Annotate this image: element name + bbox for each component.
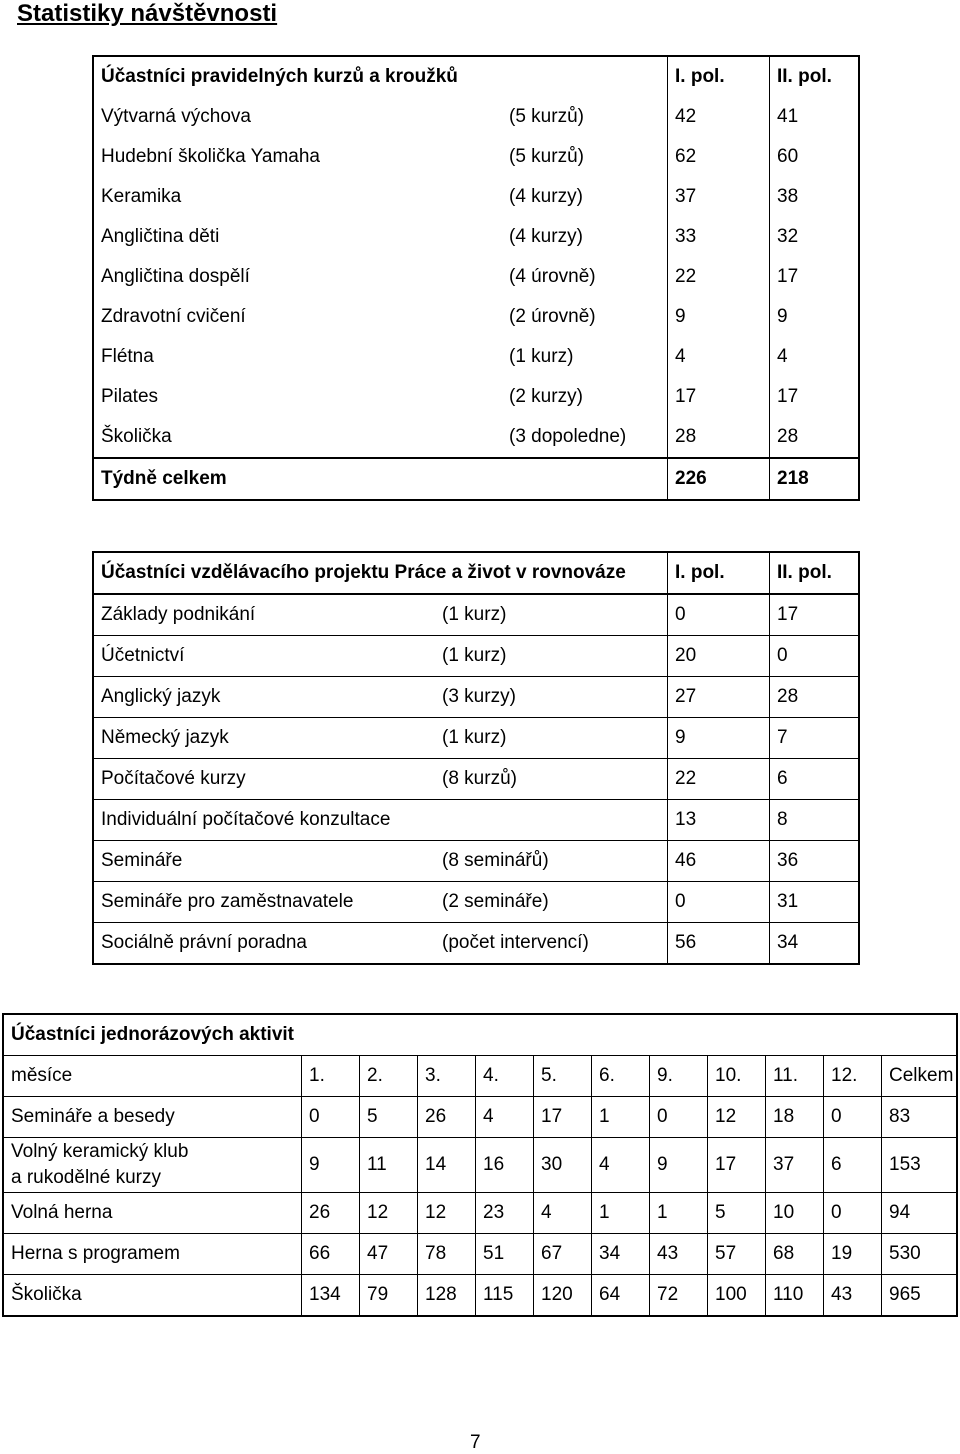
month-value: 11 — [360, 1138, 418, 1193]
course-detail: (5 kurzů) — [509, 106, 584, 127]
second-half-count: 17 — [770, 257, 860, 297]
table-row — [93, 417, 859, 458]
activity-name: Základy podnikání — [93, 594, 435, 636]
month-value: 67 — [534, 1234, 592, 1275]
table-row — [93, 217, 859, 257]
activity-name: Individuální počítačové konzultace — [93, 800, 435, 841]
month-value: 17 — [708, 1138, 766, 1193]
activity-detail: (8 kurzů) — [435, 759, 668, 800]
first-half-count: 0 — [668, 882, 770, 923]
course-name: Školička — [101, 426, 172, 447]
month-header: 6. — [592, 1056, 650, 1097]
second-half-count: 34 — [770, 923, 860, 965]
month-value: 26 — [418, 1097, 476, 1138]
month-header: 2. — [360, 1056, 418, 1097]
first-half-count: 9 — [668, 297, 770, 337]
second-half-count: 7 — [770, 718, 860, 759]
column-header-second-half: II. pol. — [770, 56, 860, 97]
activity-detail: (2 semináře) — [435, 882, 668, 923]
activity-cell — [3, 1097, 302, 1138]
course-name: Zdravotní cvičení — [101, 306, 246, 327]
first-half-count: 46 — [668, 841, 770, 882]
activity-name: Účetnictví — [93, 636, 435, 677]
course-detail: (2 úrovně) — [509, 306, 596, 327]
column-header-second-half: II. pol. — [770, 552, 860, 594]
month-value: 4 — [534, 1193, 592, 1234]
column-header-first-half: I. pol. — [668, 552, 770, 594]
activity-cell — [3, 1275, 302, 1317]
first-half-count: 9 — [668, 718, 770, 759]
month-header: 12. — [824, 1056, 882, 1097]
table-header-row — [93, 56, 859, 97]
second-half-count: 17 — [770, 594, 860, 636]
second-half-count: 60 — [770, 137, 860, 177]
row-total: 153 — [882, 1138, 958, 1193]
project-participants-table — [92, 551, 860, 965]
first-half-count: 42 — [668, 97, 770, 137]
month-value: 5 — [360, 1097, 418, 1138]
first-half-count: 28 — [668, 417, 770, 458]
activity-name: Volný keramický klub — [11, 1141, 189, 1162]
course-detail: (4 úrovně) — [509, 266, 596, 287]
total-first-half: 226 — [668, 458, 770, 500]
month-header: 1. — [302, 1056, 360, 1097]
table-row — [93, 337, 859, 377]
course-name: Hudební školička Yamaha — [101, 146, 320, 167]
course-detail: (2 kurzy) — [509, 386, 583, 407]
activity-cell — [3, 1234, 302, 1275]
row-total: 530 — [882, 1234, 958, 1275]
table-row — [93, 257, 859, 297]
month-value: 68 — [766, 1234, 824, 1275]
table-title-row — [3, 1014, 957, 1056]
activity-name: Herna s programem — [11, 1243, 180, 1264]
table-row — [93, 677, 859, 718]
second-half-count: 4 — [770, 337, 860, 377]
month-value: 115 — [476, 1275, 534, 1317]
activity-cell — [3, 1138, 302, 1193]
table-row — [93, 718, 859, 759]
second-half-count: 9 — [770, 297, 860, 337]
table-row — [93, 759, 859, 800]
month-header: 10. — [708, 1056, 766, 1097]
month-header: 9. — [650, 1056, 708, 1097]
column-header-first-half: I. pol. — [668, 56, 770, 97]
second-half-count: 6 — [770, 759, 860, 800]
activity-detail: (1 kurz) — [435, 636, 668, 677]
course-name: Flétna — [101, 346, 154, 367]
month-value: 23 — [476, 1193, 534, 1234]
month-value: 51 — [476, 1234, 534, 1275]
course-name: Angličtina dospělí — [101, 266, 250, 287]
month-value: 79 — [360, 1275, 418, 1317]
activity-name: Německý jazyk — [93, 718, 435, 759]
month-value: 17 — [534, 1097, 592, 1138]
months-header-row — [3, 1056, 957, 1097]
table-title: Účastníci jednorázových aktivit — [3, 1014, 957, 1056]
course-detail: (3 dopoledne) — [509, 426, 627, 447]
total-row — [93, 458, 859, 500]
second-half-count: 41 — [770, 97, 860, 137]
table-row — [3, 1275, 957, 1317]
activity-name-line2: a rukodělné kurzy — [11, 1167, 161, 1188]
page-title: Statistiky návštěvnosti — [17, 0, 278, 27]
total-second-half: 218 — [770, 458, 860, 500]
month-header: 3. — [418, 1056, 476, 1097]
second-half-count: 0 — [770, 636, 860, 677]
month-value: 110 — [766, 1275, 824, 1317]
row-total: 83 — [882, 1097, 958, 1138]
table-row — [93, 177, 859, 217]
regular-courses-table — [92, 55, 860, 501]
activity-name: Počítačové kurzy — [93, 759, 435, 800]
course-detail: (4 kurzy) — [509, 226, 583, 247]
activity-detail — [435, 800, 668, 841]
table-row — [93, 923, 859, 965]
month-value: 43 — [824, 1275, 882, 1317]
month-value: 4 — [476, 1097, 534, 1138]
month-value: 10 — [766, 1193, 824, 1234]
month-value: 134 — [302, 1275, 360, 1317]
table-row — [93, 882, 859, 923]
table-row — [3, 1138, 957, 1193]
month-value: 1 — [592, 1193, 650, 1234]
month-value: 0 — [824, 1193, 882, 1234]
table-header-row — [93, 552, 859, 594]
month-value: 100 — [708, 1275, 766, 1317]
course-detail: (1 kurz) — [509, 346, 574, 367]
row-total: 965 — [882, 1275, 958, 1317]
month-value: 14 — [418, 1138, 476, 1193]
table-row — [93, 137, 859, 177]
second-half-count: 8 — [770, 800, 860, 841]
month-value: 43 — [650, 1234, 708, 1275]
second-half-count: 17 — [770, 377, 860, 417]
course-detail: (4 kurzy) — [509, 186, 583, 207]
activity-detail: (počet intervencí) — [442, 932, 589, 953]
first-half-count: 17 — [668, 377, 770, 417]
table-row — [3, 1097, 957, 1138]
first-half-count: 4 — [668, 337, 770, 377]
total-header: Celkem — [882, 1056, 958, 1097]
month-value: 0 — [650, 1097, 708, 1138]
second-half-count: 31 — [770, 882, 860, 923]
month-value: 30 — [534, 1138, 592, 1193]
one-off-activities-table — [2, 1013, 958, 1317]
activity-name: Semináře a besedy — [11, 1106, 175, 1127]
first-half-count: 13 — [668, 800, 770, 841]
table-row — [3, 1234, 957, 1275]
month-value: 64 — [592, 1275, 650, 1317]
first-half-count: 56 — [668, 923, 770, 965]
course-name: Keramika — [101, 186, 182, 207]
activity-detail: (3 kurzy) — [435, 677, 668, 718]
table-row — [93, 297, 859, 337]
course-name: Pilates — [101, 386, 159, 407]
course-name: Angličtina děti — [101, 226, 220, 247]
month-value: 6 — [824, 1138, 882, 1193]
table-row — [93, 800, 859, 841]
first-half-count: 62 — [668, 137, 770, 177]
page-number: 7 — [470, 1432, 481, 1453]
first-half-count: 33 — [668, 217, 770, 257]
month-value: 4 — [592, 1138, 650, 1193]
month-value: 57 — [708, 1234, 766, 1275]
month-value: 12 — [418, 1193, 476, 1234]
month-value: 16 — [476, 1138, 534, 1193]
activity-name: Semináře — [93, 841, 435, 882]
table-header-label: Účastníci pravidelných kurzů a kroužků — [101, 66, 458, 87]
month-value: 1 — [650, 1193, 708, 1234]
total-label: Týdně celkem — [93, 458, 668, 500]
month-value: 120 — [534, 1275, 592, 1317]
second-half-count: 28 — [770, 417, 860, 458]
month-value: 0 — [302, 1097, 360, 1138]
table-row — [93, 97, 859, 137]
activity-detail: (1 kurz) — [435, 594, 668, 636]
first-half-count: 37 — [668, 177, 770, 217]
second-half-count: 32 — [770, 217, 860, 257]
first-half-count: 22 — [668, 257, 770, 297]
second-half-count: 28 — [770, 677, 860, 718]
month-value: 12 — [360, 1193, 418, 1234]
month-header: 4. — [476, 1056, 534, 1097]
month-value: 1 — [592, 1097, 650, 1138]
activity-name: Anglický jazyk — [93, 677, 435, 718]
month-value: 26 — [302, 1193, 360, 1234]
activity-detail: (8 seminářů) — [435, 841, 668, 882]
month-value: 37 — [766, 1138, 824, 1193]
months-label: měsíce — [3, 1056, 302, 1097]
month-value: 47 — [360, 1234, 418, 1275]
month-value: 19 — [824, 1234, 882, 1275]
table-row — [93, 841, 859, 882]
first-half-count: 20 — [668, 636, 770, 677]
activity-name: Sociálně právní poradna — [101, 932, 307, 953]
month-value: 9 — [302, 1138, 360, 1193]
month-value: 72 — [650, 1275, 708, 1317]
month-value: 18 — [766, 1097, 824, 1138]
activity-name: Školička — [11, 1284, 82, 1305]
table-header-label: Účastníci vzdělávacího projektu Práce a život v rovnováze — [93, 552, 668, 594]
month-value: 66 — [302, 1234, 360, 1275]
course-name: Výtvarná výchova — [101, 106, 251, 127]
second-half-count: 38 — [770, 177, 860, 217]
month-header: 5. — [534, 1056, 592, 1097]
table-row — [93, 594, 859, 636]
course-detail: (5 kurzů) — [509, 146, 584, 167]
first-half-count: 0 — [668, 594, 770, 636]
month-value: 12 — [708, 1097, 766, 1138]
first-half-count: 22 — [668, 759, 770, 800]
table-row — [93, 636, 859, 677]
activity-cell — [3, 1193, 302, 1234]
month-value: 9 — [650, 1138, 708, 1193]
activity-name: Semináře pro zaměstnavatele — [93, 882, 435, 923]
first-half-count: 27 — [668, 677, 770, 718]
row-total: 94 — [882, 1193, 958, 1234]
activity-name: Volná herna — [11, 1202, 113, 1223]
month-value: 5 — [708, 1193, 766, 1234]
activity-detail: (1 kurz) — [435, 718, 668, 759]
month-value: 78 — [418, 1234, 476, 1275]
month-value: 34 — [592, 1234, 650, 1275]
second-half-count: 36 — [770, 841, 860, 882]
table-row — [3, 1193, 957, 1234]
month-value: 0 — [824, 1097, 882, 1138]
month-value: 128 — [418, 1275, 476, 1317]
table-row — [93, 377, 859, 417]
month-header: 11. — [766, 1056, 824, 1097]
